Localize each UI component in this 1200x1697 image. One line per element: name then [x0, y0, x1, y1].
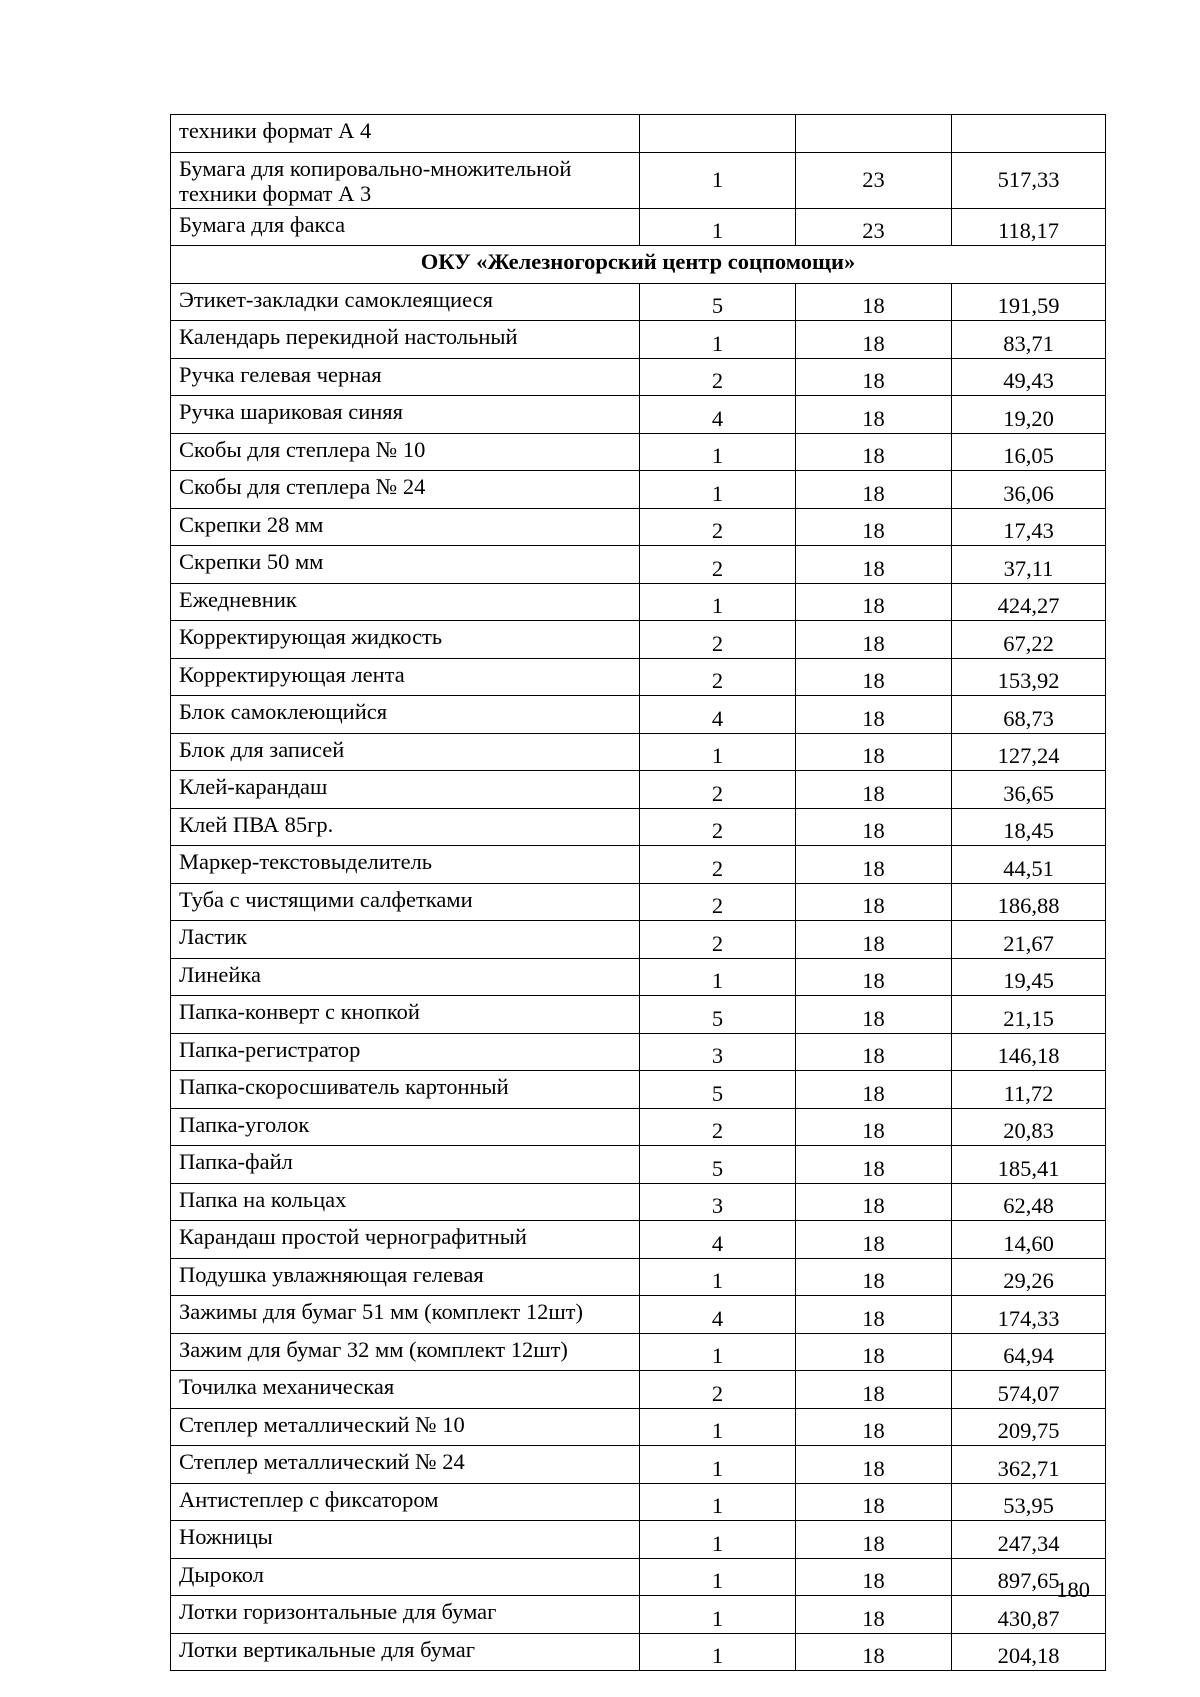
item-name-cell: техники формат А 4	[171, 115, 640, 153]
quantity-cell: 4	[640, 696, 796, 734]
price-cell: 209,75	[952, 1408, 1106, 1446]
period-cell: 18	[796, 583, 952, 621]
table-row	[171, 1633, 1106, 1671]
table-row	[171, 696, 1106, 734]
price-cell: 68,73	[952, 696, 1106, 734]
price-cell: 36,65	[952, 771, 1106, 809]
item-name-cell: Скобы для степлера № 24	[171, 471, 640, 509]
period-cell: 18	[796, 283, 952, 321]
item-name-cell: Папка-файл	[171, 1146, 640, 1184]
item-name-cell: Блок самоклеющийся	[171, 696, 640, 734]
quantity-cell: 1	[640, 958, 796, 996]
table-row	[171, 658, 1106, 696]
price-cell: 247,34	[952, 1521, 1106, 1559]
price-cell: 36,06	[952, 471, 1106, 509]
price-cell: 64,94	[952, 1333, 1106, 1371]
item-name-cell: Лотки вертикальные для бумаг	[171, 1633, 640, 1671]
item-name-cell: Лотки горизонтальные для бумаг	[171, 1596, 640, 1634]
quantity-cell: 1	[640, 208, 796, 246]
period-cell: 18	[796, 996, 952, 1034]
item-name-cell: Линейка	[171, 958, 640, 996]
period-cell: 18	[796, 771, 952, 809]
item-name-cell: Бумага для факса	[171, 208, 640, 246]
period-cell: 18	[796, 1521, 952, 1559]
quantity-cell: 4	[640, 396, 796, 434]
period-cell: 23	[796, 208, 952, 246]
period-cell: 18	[796, 1483, 952, 1521]
period-cell: 18	[796, 321, 952, 359]
item-name-cell: Дырокол	[171, 1558, 640, 1596]
table-row	[171, 1558, 1106, 1596]
price-cell: 14,60	[952, 1221, 1106, 1259]
price-cell: 67,22	[952, 621, 1106, 659]
period-cell: 18	[796, 883, 952, 921]
price-cell: 17,43	[952, 508, 1106, 546]
period-cell: 18	[796, 1221, 952, 1259]
price-cell: 19,20	[952, 396, 1106, 434]
quantity-cell: 2	[640, 508, 796, 546]
table-row	[171, 358, 1106, 396]
item-name-cell: Скобы для степлера № 10	[171, 433, 640, 471]
price-cell: 186,88	[952, 883, 1106, 921]
table-row	[171, 1371, 1106, 1409]
table-row	[171, 996, 1106, 1034]
period-cell: 18	[796, 1371, 952, 1409]
item-name-cell: Клей-карандаш	[171, 771, 640, 809]
period-cell: 18	[796, 508, 952, 546]
price-cell: 20,83	[952, 1108, 1106, 1146]
item-name-cell: Маркер-текстовыделитель	[171, 846, 640, 884]
item-name-cell: Ручка шариковая синяя	[171, 396, 640, 434]
table-row	[171, 883, 1106, 921]
table-row	[171, 283, 1106, 321]
item-name-cell: Клей ПВА 85гр.	[171, 808, 640, 846]
item-name-cell: Туба с чистящими салфетками	[171, 883, 640, 921]
table-row	[171, 733, 1106, 771]
item-name-cell: Степлер металлический № 24	[171, 1446, 640, 1484]
period-cell	[796, 115, 952, 153]
item-name-cell: Папка-конверт с кнопкой	[171, 996, 640, 1034]
quantity-cell: 3	[640, 1183, 796, 1221]
supplies-table	[170, 114, 1106, 1671]
item-name-cell: Папка на кольцах	[171, 1183, 640, 1221]
quantity-cell: 2	[640, 621, 796, 659]
table-row	[171, 152, 1106, 208]
period-cell: 18	[796, 958, 952, 996]
item-name-cell: Корректирующая жидкость	[171, 621, 640, 659]
period-cell: 18	[796, 433, 952, 471]
table-row	[171, 1446, 1106, 1484]
period-cell: 18	[796, 1146, 952, 1184]
period-cell: 18	[796, 1446, 952, 1484]
price-cell: 430,87	[952, 1596, 1106, 1634]
quantity-cell: 5	[640, 283, 796, 321]
table-row	[171, 508, 1106, 546]
table-row	[171, 546, 1106, 584]
table-row	[171, 808, 1106, 846]
price-cell: 49,43	[952, 358, 1106, 396]
price-cell: 362,71	[952, 1446, 1106, 1484]
quantity-cell: 1	[640, 583, 796, 621]
period-cell: 18	[796, 621, 952, 659]
quantity-cell: 5	[640, 1071, 796, 1109]
quantity-cell: 5	[640, 996, 796, 1034]
page-number: 180	[1056, 1577, 1090, 1602]
table-row	[171, 471, 1106, 509]
price-cell	[952, 115, 1106, 153]
quantity-cell: 5	[640, 1146, 796, 1184]
price-cell: 18,45	[952, 808, 1106, 846]
item-name-cell: Зажимы для бумаг 51 мм (комплект 12шт)	[171, 1296, 640, 1334]
item-name-cell: Скрепки 50 мм	[171, 546, 640, 584]
price-cell: 153,92	[952, 658, 1106, 696]
period-cell: 18	[796, 396, 952, 434]
item-name-cell: Зажим для бумаг 32 мм (комплект 12шт)	[171, 1333, 640, 1371]
item-name-cell: Календарь перекидной настольный	[171, 321, 640, 359]
price-cell: 517,33	[952, 152, 1106, 208]
price-cell: 19,45	[952, 958, 1106, 996]
table-row	[171, 1483, 1106, 1521]
price-cell: 62,48	[952, 1183, 1106, 1221]
item-name-cell: Ножницы	[171, 1521, 640, 1559]
price-cell: 185,41	[952, 1146, 1106, 1184]
quantity-cell: 2	[640, 846, 796, 884]
quantity-cell: 1	[640, 1633, 796, 1671]
price-cell: 424,27	[952, 583, 1106, 621]
price-cell: 21,67	[952, 921, 1106, 959]
item-name-cell: Антистеплер с фиксатором	[171, 1483, 640, 1521]
table-row	[171, 208, 1106, 246]
item-name-cell: Скрепки 28 мм	[171, 508, 640, 546]
price-cell: 53,95	[952, 1483, 1106, 1521]
table-row	[171, 846, 1106, 884]
item-name-cell: Папка-регистратор	[171, 1033, 640, 1071]
table-row	[171, 396, 1106, 434]
period-cell: 18	[796, 733, 952, 771]
quantity-cell: 2	[640, 771, 796, 809]
price-cell: 118,17	[952, 208, 1106, 246]
price-cell: 146,18	[952, 1033, 1106, 1071]
period-cell: 18	[796, 358, 952, 396]
quantity-cell: 2	[640, 1108, 796, 1146]
quantity-cell: 2	[640, 883, 796, 921]
price-cell: 29,26	[952, 1258, 1106, 1296]
price-cell: 574,07	[952, 1371, 1106, 1409]
period-cell: 18	[796, 1633, 952, 1671]
table-row	[171, 1033, 1106, 1071]
item-name-cell: Этикет-закладки самоклеящиеся	[171, 283, 640, 321]
quantity-cell: 2	[640, 358, 796, 396]
period-cell: 18	[796, 1033, 952, 1071]
quantity-cell: 2	[640, 1371, 796, 1409]
table-row	[171, 1221, 1106, 1259]
table-row	[171, 1296, 1106, 1334]
quantity-cell: 1	[640, 321, 796, 359]
supplies-table-body	[171, 115, 1106, 1671]
period-cell: 18	[796, 921, 952, 959]
quantity-cell: 1	[640, 1521, 796, 1559]
table-row	[171, 1108, 1106, 1146]
price-cell: 44,51	[952, 846, 1106, 884]
quantity-cell: 3	[640, 1033, 796, 1071]
period-cell: 18	[796, 1258, 952, 1296]
item-name-cell: Точилка механическая	[171, 1371, 640, 1409]
item-name-cell: Ластик	[171, 921, 640, 959]
quantity-cell: 2	[640, 808, 796, 846]
table-row	[171, 1183, 1106, 1221]
price-cell: 191,59	[952, 283, 1106, 321]
quantity-cell: 1	[640, 733, 796, 771]
table-row	[171, 921, 1106, 959]
item-name-cell: Блок для записей	[171, 733, 640, 771]
table-row	[171, 1146, 1106, 1184]
price-cell: 897,65	[952, 1558, 1106, 1596]
quantity-cell: 1	[640, 1408, 796, 1446]
item-name-cell: Бумага для копировально-множительной техники формат А 3	[171, 152, 640, 208]
quantity-cell: 1	[640, 1258, 796, 1296]
item-name-cell: Подушка увлажняющая гелевая	[171, 1258, 640, 1296]
quantity-cell: 1	[640, 1446, 796, 1484]
table-row	[171, 958, 1106, 996]
period-cell: 18	[796, 846, 952, 884]
table-row	[171, 1596, 1106, 1634]
quantity-cell: 1	[640, 152, 796, 208]
quantity-cell: 1	[640, 1483, 796, 1521]
table-row	[171, 321, 1106, 359]
item-name-cell: Ежедневник	[171, 583, 640, 621]
quantity-cell: 1	[640, 433, 796, 471]
period-cell: 18	[796, 696, 952, 734]
quantity-cell: 1	[640, 1333, 796, 1371]
item-name-cell: Папка-скоросшиватель картонный	[171, 1071, 640, 1109]
item-name-cell: Папка-уголок	[171, 1108, 640, 1146]
item-name-cell: Ручка гелевая черная	[171, 358, 640, 396]
period-cell: 18	[796, 1296, 952, 1334]
table-row	[171, 1408, 1106, 1446]
period-cell: 18	[796, 546, 952, 584]
period-cell: 18	[796, 1108, 952, 1146]
period-cell: 23	[796, 152, 952, 208]
quantity-cell: 1	[640, 1558, 796, 1596]
price-cell: 21,15	[952, 996, 1106, 1034]
table-row	[171, 771, 1106, 809]
quantity-cell: 2	[640, 658, 796, 696]
period-cell: 18	[796, 1183, 952, 1221]
period-cell: 18	[796, 1558, 952, 1596]
period-cell: 18	[796, 1071, 952, 1109]
quantity-cell: 2	[640, 546, 796, 584]
period-cell: 18	[796, 1333, 952, 1371]
period-cell: 18	[796, 658, 952, 696]
quantity-cell: 4	[640, 1296, 796, 1334]
price-cell: 37,11	[952, 546, 1106, 584]
table-row	[171, 1071, 1106, 1109]
section-header-row	[171, 246, 1106, 284]
item-name-cell: Степлер металлический № 10	[171, 1408, 640, 1446]
table-row	[171, 1521, 1106, 1559]
item-name-cell: Корректирующая лента	[171, 658, 640, 696]
price-cell: 127,24	[952, 733, 1106, 771]
quantity-cell: 1	[640, 471, 796, 509]
quantity-cell	[640, 115, 796, 153]
table-row	[171, 621, 1106, 659]
period-cell: 18	[796, 471, 952, 509]
table-row	[171, 1258, 1106, 1296]
quantity-cell: 1	[640, 1596, 796, 1634]
table-row	[171, 115, 1106, 153]
price-cell: 174,33	[952, 1296, 1106, 1334]
price-cell: 83,71	[952, 321, 1106, 359]
price-cell: 204,18	[952, 1633, 1106, 1671]
quantity-cell: 4	[640, 1221, 796, 1259]
table-row	[171, 583, 1106, 621]
price-cell: 11,72	[952, 1071, 1106, 1109]
table-row	[171, 433, 1106, 471]
quantity-cell: 2	[640, 921, 796, 959]
section-title: ОКУ «Железногорский центр соцпомощи»	[171, 246, 1106, 284]
item-name-cell: Карандаш простой чернографитный	[171, 1221, 640, 1259]
period-cell: 18	[796, 808, 952, 846]
table-row	[171, 1333, 1106, 1371]
period-cell: 18	[796, 1408, 952, 1446]
period-cell: 18	[796, 1596, 952, 1634]
price-cell: 16,05	[952, 433, 1106, 471]
